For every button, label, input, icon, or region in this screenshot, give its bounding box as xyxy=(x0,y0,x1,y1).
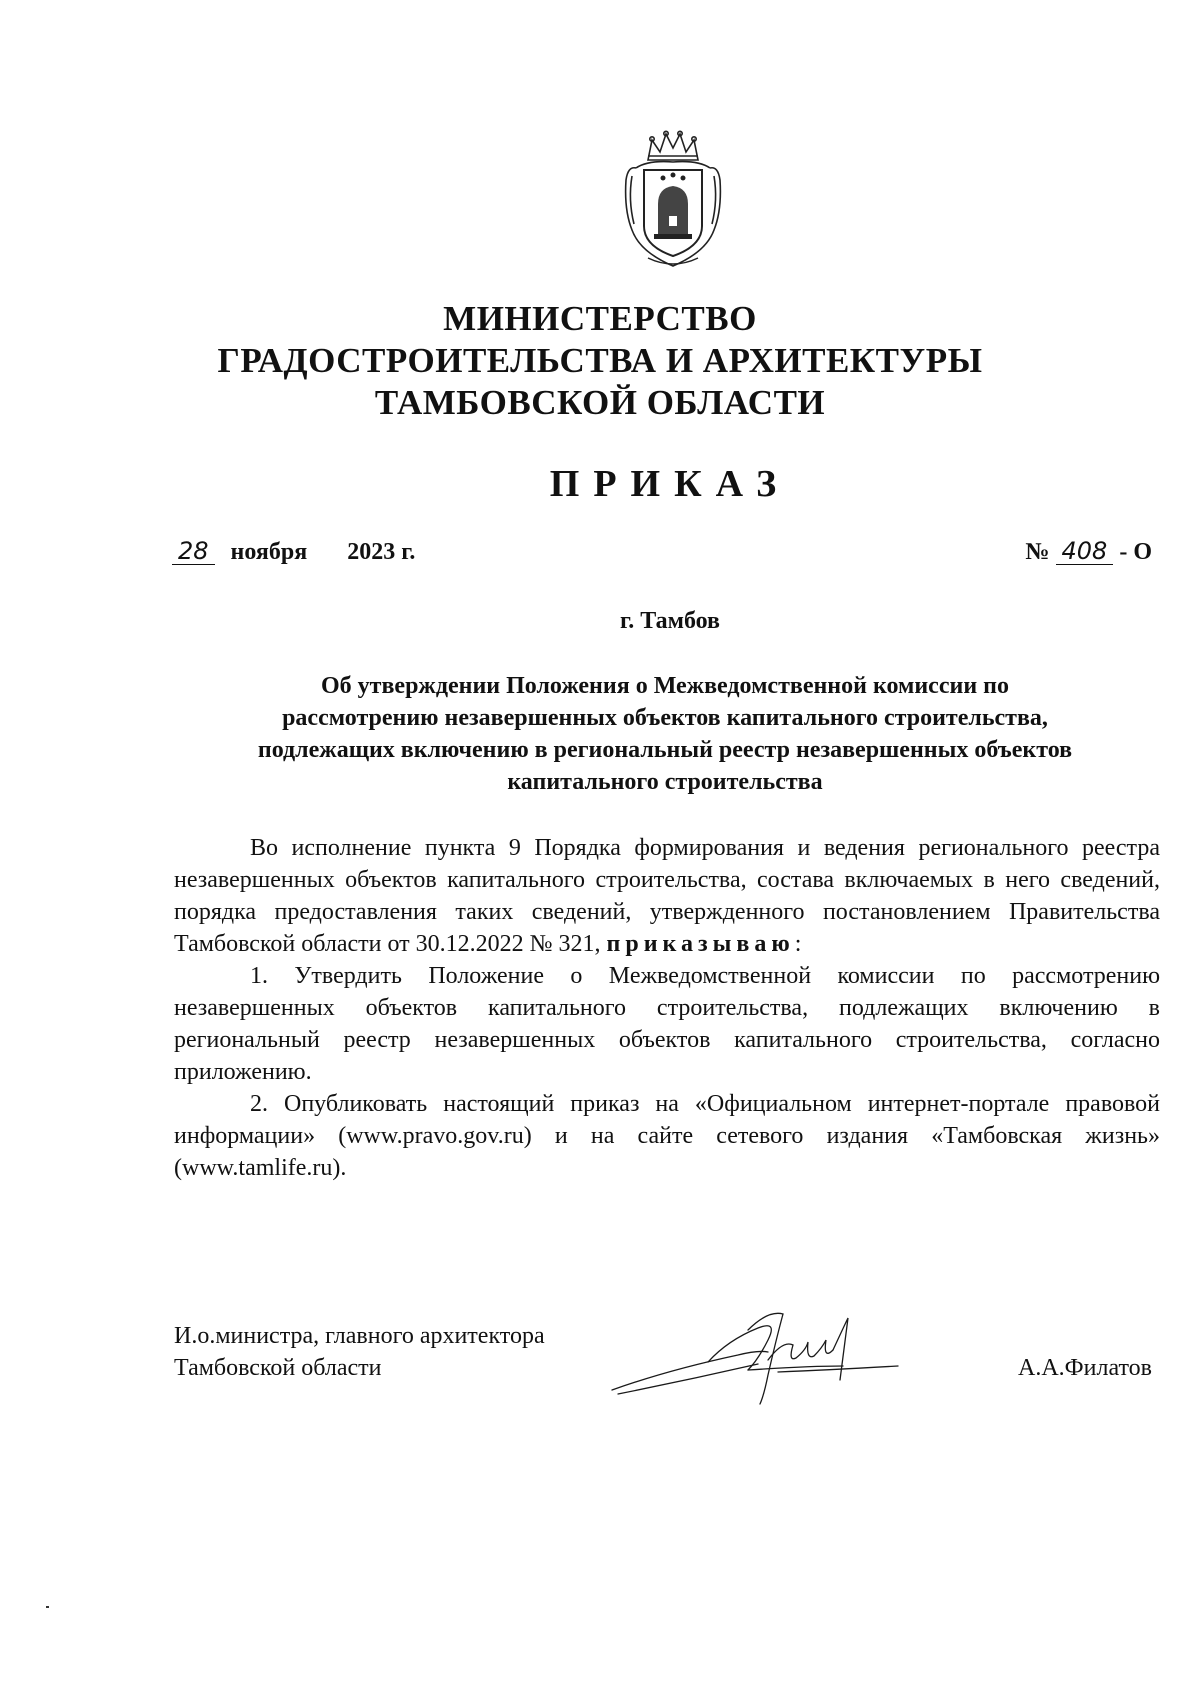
date-day-handwritten: 28 xyxy=(172,538,215,565)
position-line-1: И.о.министра, главного архитектора xyxy=(174,1323,545,1349)
signatory-name: А.А.Филатов xyxy=(1018,1355,1152,1381)
number-handwritten: 408 xyxy=(1056,538,1114,565)
scan-speck xyxy=(46,1606,49,1608)
signatory-position xyxy=(174,1320,545,1384)
document-type-title: ПРИКАЗ xyxy=(549,463,791,505)
order-subject xyxy=(170,670,1160,798)
number-suffix: - О xyxy=(1119,539,1152,565)
body-intro-paragraph xyxy=(174,832,1160,960)
ministry-line-2: ГРАДОСТРОИТЕЛЬСТВА И АРХИТЕКТУРЫ xyxy=(217,341,983,380)
coat-of-arms-icon xyxy=(618,130,728,270)
body-item-2: 2. Опубликовать настоящий приказ на «Официальном интернет-портале правовой информации» (www.pravo.gov.ru) и на сайте сетевого издания «Тамбовская жизнь» (www.tamlife.ru). xyxy=(174,1091,1160,1181)
order-date xyxy=(172,538,415,566)
ministry-name xyxy=(150,298,1050,424)
ministry-line-3: ТАМБОВСКОЙ ОБЛАСТИ xyxy=(374,383,826,422)
order-number xyxy=(1025,538,1152,566)
order-word: приказываю xyxy=(606,931,795,957)
subject-line-2: рассмотрению незавершенных объектов капитального строительства, xyxy=(282,705,1048,731)
order-colon: : xyxy=(794,931,802,957)
order-body xyxy=(174,832,1160,1184)
ministry-line-1: МИНИСТЕРСТВО xyxy=(443,299,757,338)
handwritten-signature xyxy=(608,1300,918,1410)
body-intro: Во исполнение пункта 9 Порядка формирования и ведения регионального реестра незавершенных объектов капитального строительства, состава включаемых в него сведений, порядка предоставления таких сведений, утвержденного постановлением Правительства Тамбовской области от 30.12.2022 № 321, xyxy=(174,835,1160,957)
position-line-2: Тамбовской области xyxy=(174,1355,382,1381)
date-year: 2023 г. xyxy=(347,539,416,565)
body-item-1: 1. Утвердить Положение о Межведомственной комиссии по рассмотрению незавершенных объектов капитального строительства, подлежащих включению в региональный реестр незавершенных объектов капитального строительства, согласно приложению. xyxy=(174,963,1160,1085)
city: г. Тамбов xyxy=(620,608,720,634)
date-month: ноября xyxy=(230,539,308,565)
subject-line-1: Об утверждении Положения о Межведомственной комиссии по xyxy=(321,673,1009,699)
subject-line-4: капитального строительства xyxy=(507,769,823,795)
subject-line-3: подлежащих включению в региональный реестр незавершенных объектов xyxy=(257,737,1073,763)
number-prefix: № xyxy=(1025,539,1050,565)
